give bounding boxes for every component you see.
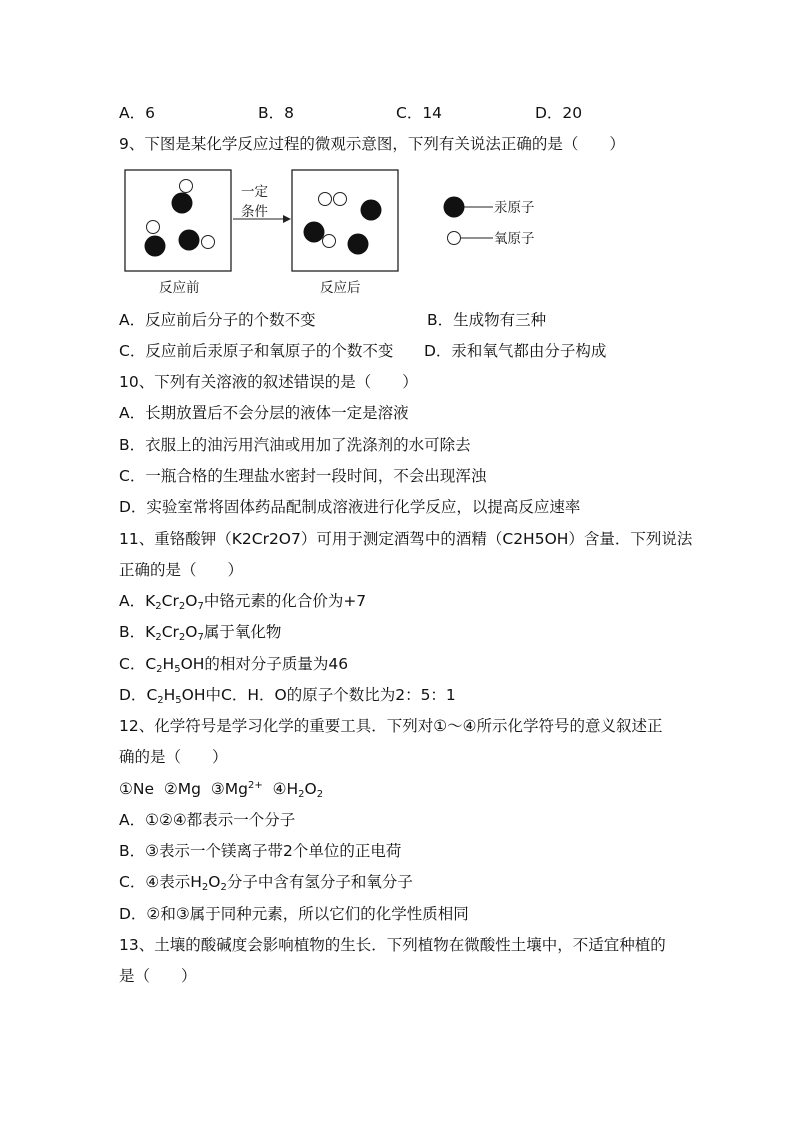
arrow-head — [283, 215, 291, 223]
arrow-label-top: 一定 — [241, 184, 268, 200]
q9-option-d: D．汞和氧气都由分子构成 — [424, 342, 607, 360]
arrow-label-bottom: 条件 — [241, 204, 268, 220]
q10-option-c: C．一瓶合格的生理盐水密封一段时间，不会出现浑浊 — [119, 467, 487, 485]
q12-option-c: C．④表示$H_2O_2$分子中含有氢分子和氧分子 — [119, 873, 413, 893]
q12-option-a: A．①②④都表示一个分子 — [119, 811, 296, 829]
q9-option-a: A．反应前后分子的个数不变 — [119, 311, 316, 329]
oxygen-atom — [334, 193, 347, 206]
before-box — [125, 170, 231, 271]
mercury-atom — [361, 200, 382, 221]
after-label: 反应后 — [320, 280, 361, 296]
legend-oxygen-icon — [448, 232, 461, 245]
oxygen-atom — [323, 235, 336, 248]
oxygen-atom — [180, 180, 193, 193]
q13-stem-line2: 是（ ） — [119, 967, 197, 985]
q11-option-a: A．$K_2Cr_2O_7$中铬元素的化合价为+7 — [119, 592, 367, 612]
legend-oxygen-label: 氧原子 — [494, 231, 535, 247]
q11-option-d: D．$C_2H_5OH$中C．H．O的原子个数比为2：5：1 — [119, 686, 456, 706]
q13-stem-line1: 13、土壤的酸碱度会影响植物的生长．下列植物在微酸性土壤中，不适宜种植的 — [119, 936, 666, 954]
oxygen-atom — [319, 193, 332, 206]
mercury-atom — [304, 222, 325, 243]
q12-option-d: D．②和③属于同种元素，所以它们的化学性质相同 — [119, 905, 469, 923]
oxygen-atom — [202, 236, 215, 249]
reaction-diagram — [115, 160, 555, 300]
q10-option-a: A．长期放置后不会分层的液体一定是溶液 — [119, 404, 409, 422]
q8-option-d: D．20 — [535, 104, 583, 122]
oxygen-atom — [147, 221, 160, 234]
q12-stem-line2: 确的是（ ） — [119, 748, 228, 766]
q11-option-c: C．$C_2H_5OH$的相对分子质量为46 — [119, 655, 349, 675]
legend-mercury-icon — [444, 197, 465, 218]
q12-option-b: B．③表示一个镁离子带2个单位的正电荷 — [119, 842, 402, 860]
before-label: 反应前 — [159, 280, 200, 296]
q8-option-a: A．6 — [119, 104, 155, 122]
q8-option-b: B．8 — [258, 104, 294, 122]
q9-stem: 9、下图是某化学反应过程的微观示意图，下列有关说法正确的是（ ） — [119, 135, 625, 153]
mercury-atom — [145, 236, 166, 257]
q12-stem-line1: 12、化学符号是学习化学的重要工具．下列对①～④所示化学符号的意义叙述正 — [119, 717, 663, 735]
mercury-atom — [348, 234, 369, 255]
q11-option-b: B．$K_2Cr_2O_7$属于氧化物 — [119, 623, 282, 643]
legend-mercury-label: 汞原子 — [494, 200, 535, 216]
q10-option-b: B．衣服上的油污用汽油或用加了洗涤剂的水可除去 — [119, 436, 471, 454]
q10-option-d: D．实验室常将固体药品配制成溶液进行化学反应，以提高反应速率 — [119, 498, 581, 516]
q10-stem: 10、下列有关溶液的叙述错误的是（ ） — [119, 373, 418, 391]
q9-option-c: C．反应前后汞原子和氧原子的个数不变 — [119, 342, 394, 360]
mercury-atom — [172, 193, 193, 214]
q9-option-b: B．生成物有三种 — [427, 311, 547, 329]
after-box — [292, 170, 398, 271]
q11-stem-line2: 正确的是（ ） — [119, 561, 244, 579]
q12-symbols: ①Ne ②Mg $③Mg^{2+}$ $④H_2O_2$ — [119, 780, 324, 800]
mercury-atom — [179, 230, 200, 251]
q8-option-c: C．14 — [396, 104, 443, 122]
q11-stem-line1: 11、重铬酸钾（K2Cr2O7）可用于测定酒驾中的酒精（C2H5OH）含量．下列说法 — [119, 530, 693, 548]
